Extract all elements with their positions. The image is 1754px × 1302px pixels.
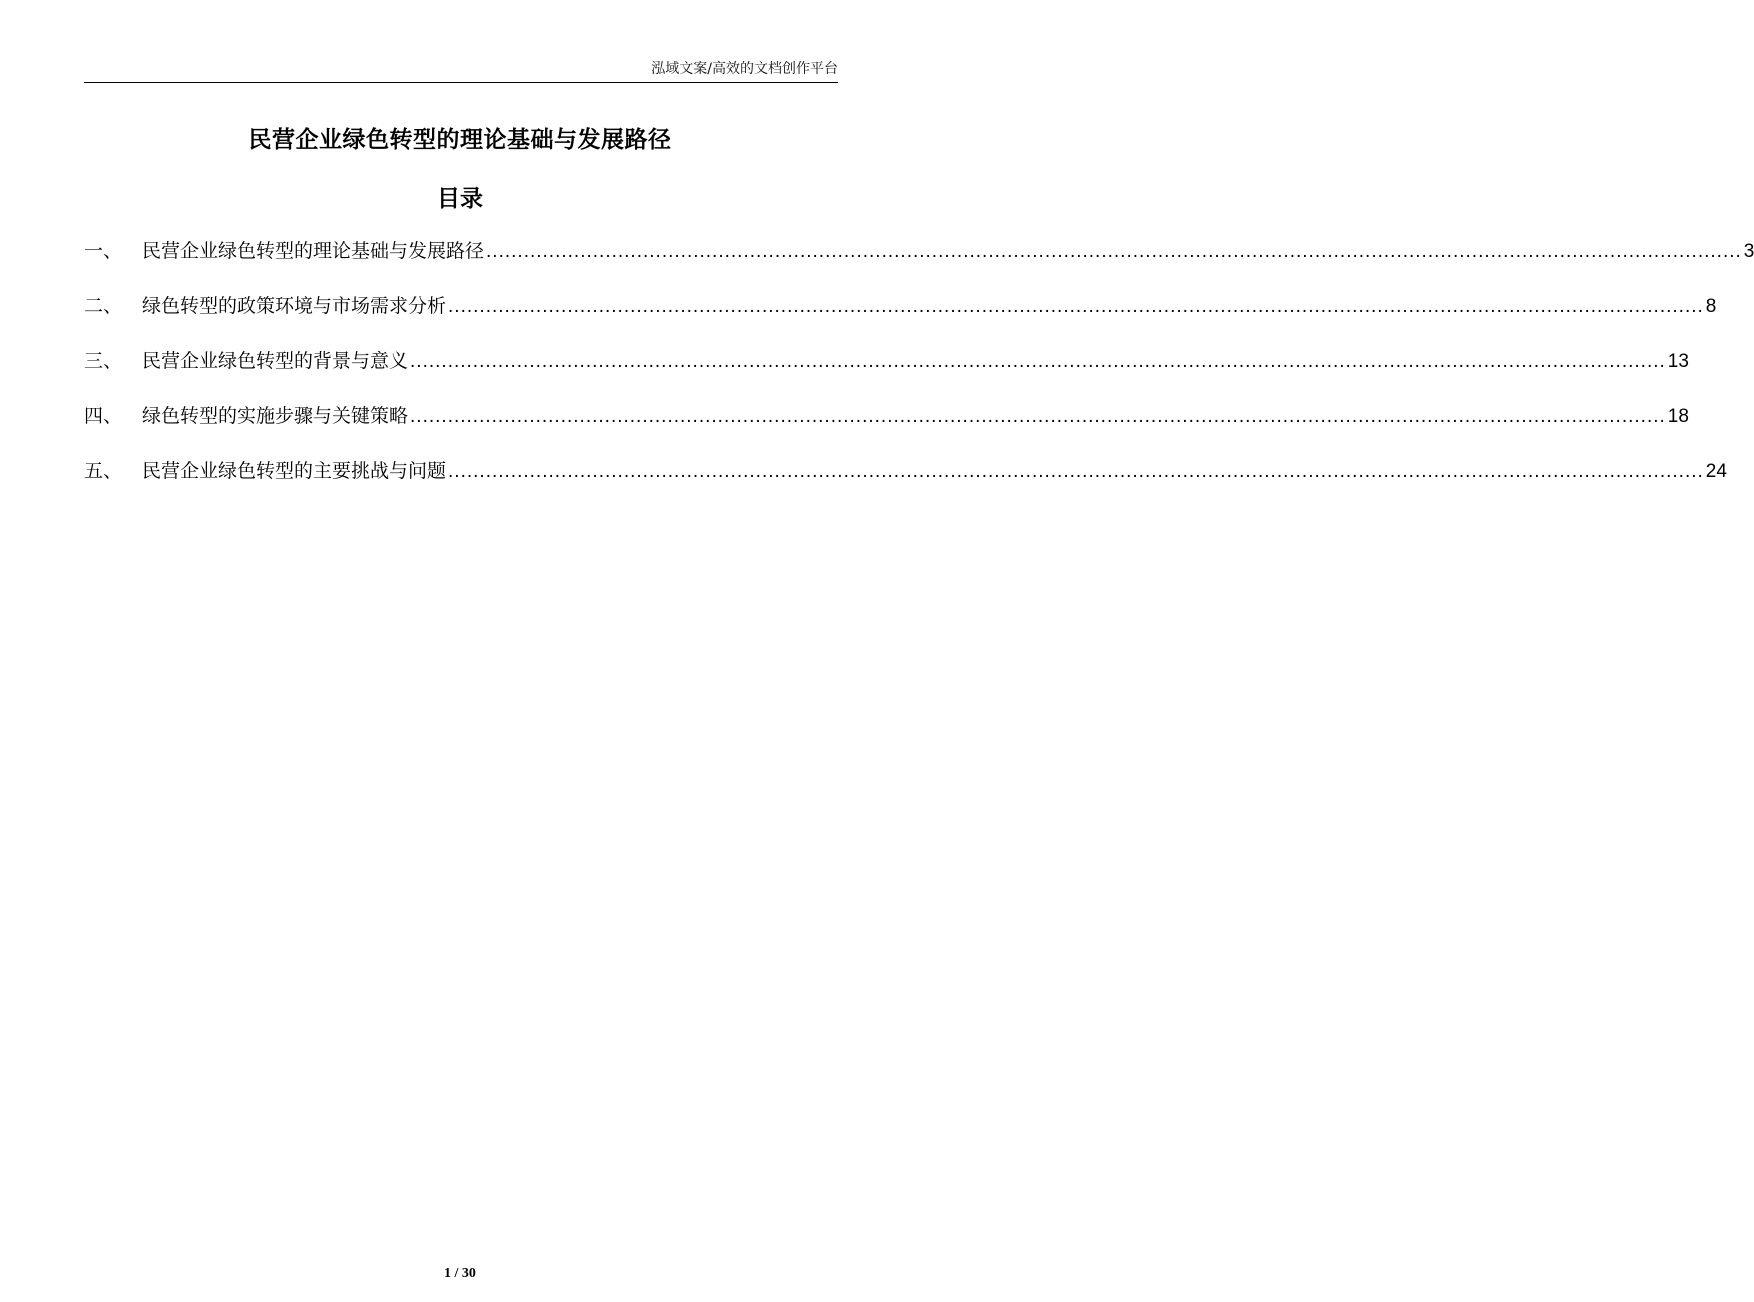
toc-entry-number: 四、	[84, 405, 123, 427]
toc-entry-4[interactable]	[84, 399, 1689, 454]
toc-dot-leader: ........................................................................................................................................................................................................	[486, 241, 1742, 262]
page-header: 泓域文案/高效的文档创作平台	[651, 61, 838, 77]
document-title: 民营企业绿色转型的理论基础与发展路径	[248, 127, 672, 153]
toc-entry-label: 绿色转型的实施步骤与关键策略	[142, 405, 409, 427]
toc-entry-number: 五、	[84, 460, 123, 482]
toc-heading: 目录	[437, 186, 483, 212]
header-divider	[84, 82, 838, 83]
toc-entry-number: 三、	[84, 350, 123, 372]
toc-entry-number: 一、	[84, 240, 123, 262]
toc-entry-page: 24	[1705, 461, 1727, 482]
toc-entry-1[interactable]	[84, 234, 1754, 289]
toc-entry-label: 民营企业绿色转型的背景与意义	[142, 350, 409, 372]
toc-entry-page: 13	[1667, 351, 1689, 372]
toc-entry-2[interactable]	[84, 289, 1717, 344]
table-of-contents	[84, 234, 1754, 509]
toc-entry-label: 民营企业绿色转型的理论基础与发展路径	[142, 240, 485, 262]
toc-dot-leader: ........................................................................................................................................................................................................	[448, 461, 1704, 482]
page-number-footer: 1 / 30	[444, 1266, 476, 1281]
toc-entry-3[interactable]	[84, 344, 1689, 399]
toc-entry-page: 18	[1667, 406, 1689, 427]
toc-dot-leader: ........................................................................................................................................................................................................	[410, 351, 1666, 372]
toc-entry-number: 二、	[84, 295, 123, 317]
toc-entry-label: 绿色转型的政策环境与市场需求分析	[142, 295, 447, 317]
toc-entry-label: 民营企业绿色转型的主要挑战与问题	[142, 460, 447, 482]
toc-entry-page: 3	[1743, 241, 1754, 262]
toc-dot-leader: ........................................................................................................................................................................................................	[448, 296, 1704, 317]
toc-entry-5[interactable]	[84, 454, 1727, 509]
toc-dot-leader: ........................................................................................................................................................................................................	[410, 406, 1666, 427]
toc-entry-page: 8	[1705, 296, 1717, 317]
